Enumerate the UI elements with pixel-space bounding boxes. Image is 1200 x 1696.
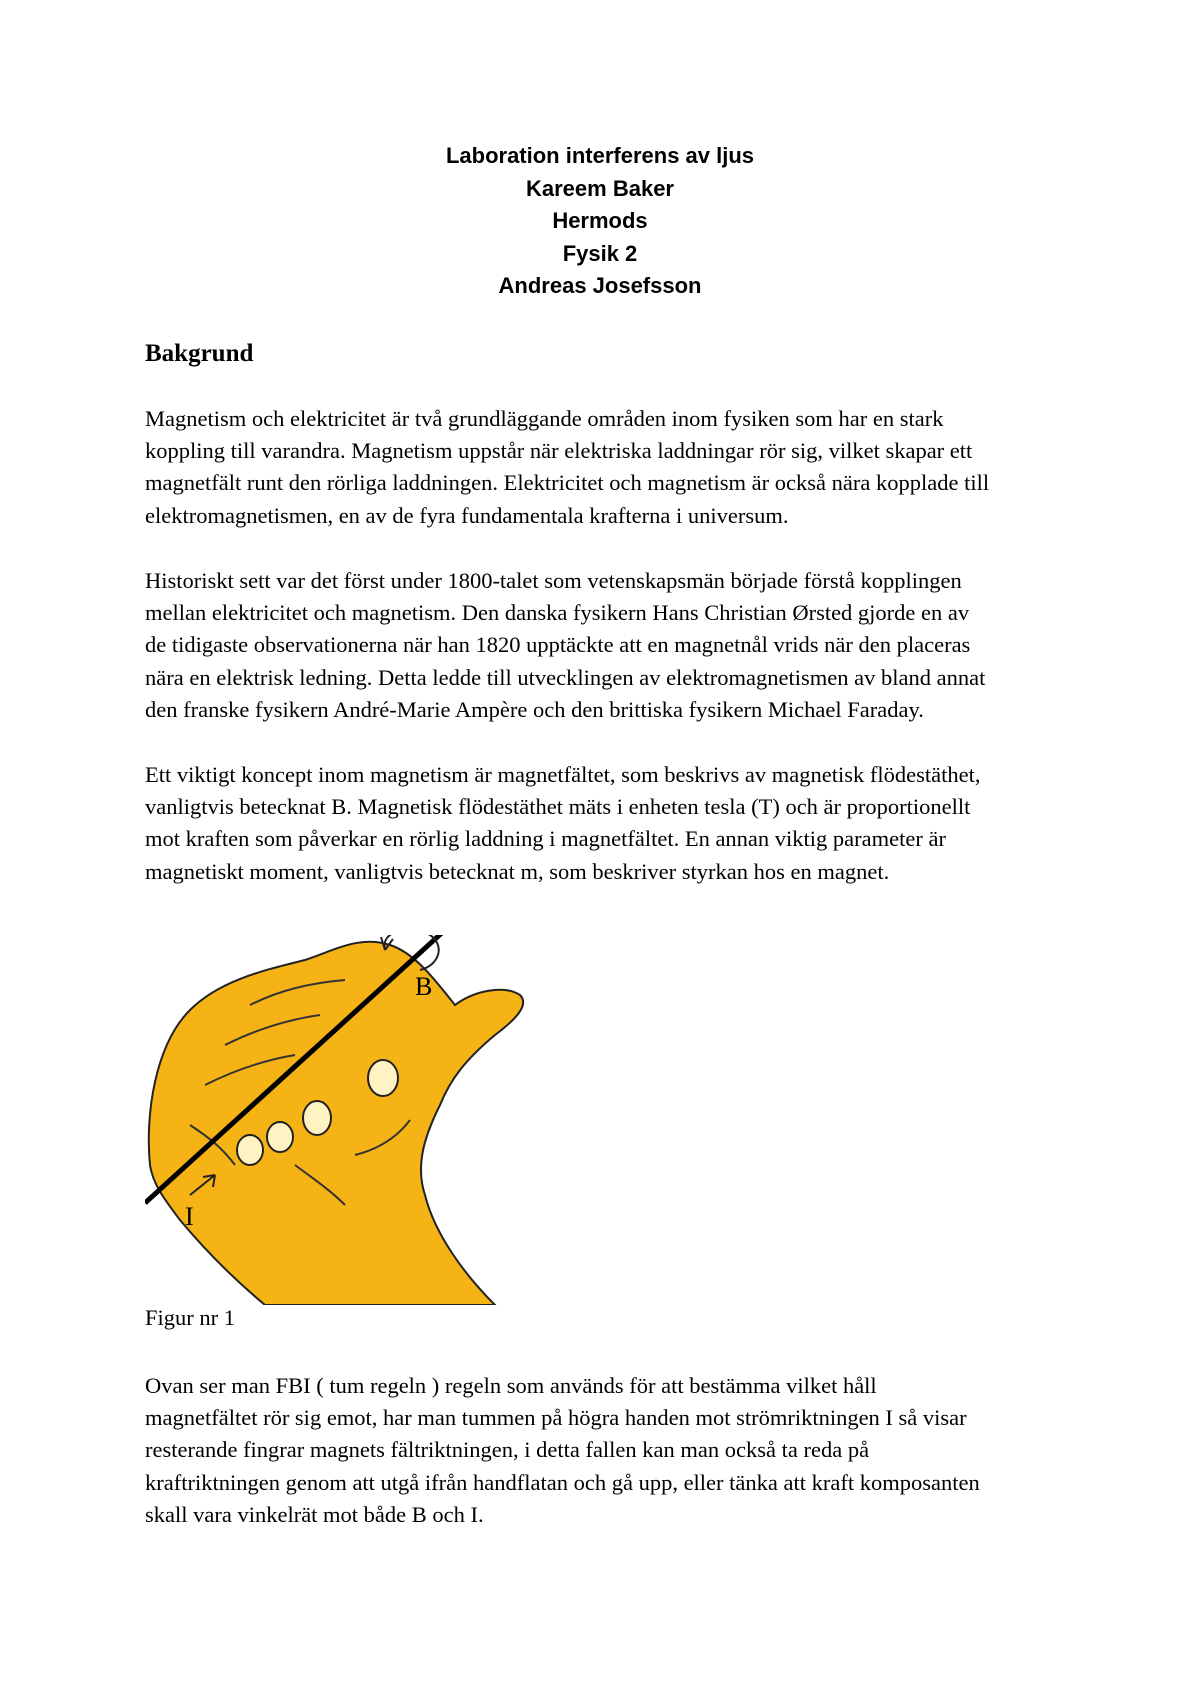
- paragraph-line: mellan elektricitet och magnetism. Den danska fysikern Hans Christian Ørsted gjorde en av: [145, 600, 970, 626]
- paragraph-line: resterande fingrar magnets fältriktningen, i detta fallen kan man också ta reda på: [145, 1437, 870, 1463]
- paragraph-line: magnetiskt moment, vanligtvis betecknat m, som beskriver styrkan hos en magnet.: [145, 858, 890, 884]
- paragraph-line: koppling till varandra. Magnetism uppstår när elektriska laddningar rör sig, vilket skapar ett: [145, 438, 973, 464]
- paragraph-magnetic-field: [145, 759, 1085, 888]
- section-heading: Bakgrund: [145, 340, 254, 367]
- fingernail: [267, 1122, 293, 1152]
- paragraph-line: vanligtvis betecknat B. Magnetisk flödestäthet mäts i enheten tesla (T) och är proportionellt: [145, 794, 971, 820]
- paragraph-line: kraftriktningen genom att utgå ifrån handflatan och gå upp, eller tänka att kraft komposanten: [145, 1469, 980, 1495]
- paragraph-line: magnetfältet rör sig emot, har man tummen på högra handen mot strömriktningen I så visar: [145, 1405, 967, 1431]
- field-label: B: [415, 972, 433, 1001]
- course-name: Fysik 2: [562, 240, 638, 266]
- paragraph-line: mot kraften som påverkar en rörlig laddning i magnetfältet. En annan viktig parameter är: [145, 826, 946, 852]
- figure-caption: Figur nr 1: [145, 1305, 235, 1330]
- fingernail: [368, 1060, 398, 1096]
- paragraph-history: [145, 565, 1085, 726]
- paragraph-line: Historiskt sett var det först under 1800-talet som vetenskapsmän började förstå kopplingen: [145, 568, 962, 593]
- author-name: Kareem Baker: [526, 175, 674, 201]
- hand-shape: [149, 942, 523, 1305]
- title-block: [0, 140, 1200, 303]
- right-hand-rule-figure: [145, 935, 545, 1305]
- report-title: Laboration interferens av ljus: [445, 143, 755, 168]
- paragraph-line: Magnetism och elektricitet är två grundläggande områden inom fysiken som har en stark: [145, 406, 944, 431]
- paragraph-line: elektromagnetismen, en av de fyra fundamentala krafterna i universum.: [145, 502, 789, 528]
- paragraph-line: Ovan ser man FBI ( tum regeln ) regeln som används för att bestämma vilket håll: [145, 1373, 877, 1398]
- teacher-name: Andreas Josefsson: [498, 273, 702, 298]
- paragraph-line: de tidigaste observationerna när han 1820 upptäckte att en magnetnål vrids när den placeras: [145, 632, 971, 658]
- paragraph-line: skall vara vinkelrät mot både B och I.: [145, 1501, 484, 1527]
- fingernail: [237, 1135, 263, 1165]
- school-name: Hermods: [552, 208, 648, 233]
- paragraph-line: nära en elektrisk ledning. Detta ledde till utvecklingen av elektromagnetismen av bland annat: [145, 664, 986, 690]
- paragraph-line: Ett viktigt koncept inom magnetism är magnetfältet, som beskrivs av magnetisk flödestäthet,: [145, 762, 981, 787]
- paragraph-line: den franske fysikern André-Marie Ampère och den brittiska fysikern Michael Faraday.: [145, 696, 924, 722]
- current-label: I: [185, 1202, 194, 1231]
- paragraph-fbi-rule: [145, 1370, 1085, 1531]
- paragraph-intro: [145, 403, 1085, 532]
- fingernail: [303, 1101, 331, 1135]
- paragraph-line: magnetfält runt den rörliga laddningen. Elektricitet och magnetism är också nära kopplade till: [145, 470, 990, 496]
